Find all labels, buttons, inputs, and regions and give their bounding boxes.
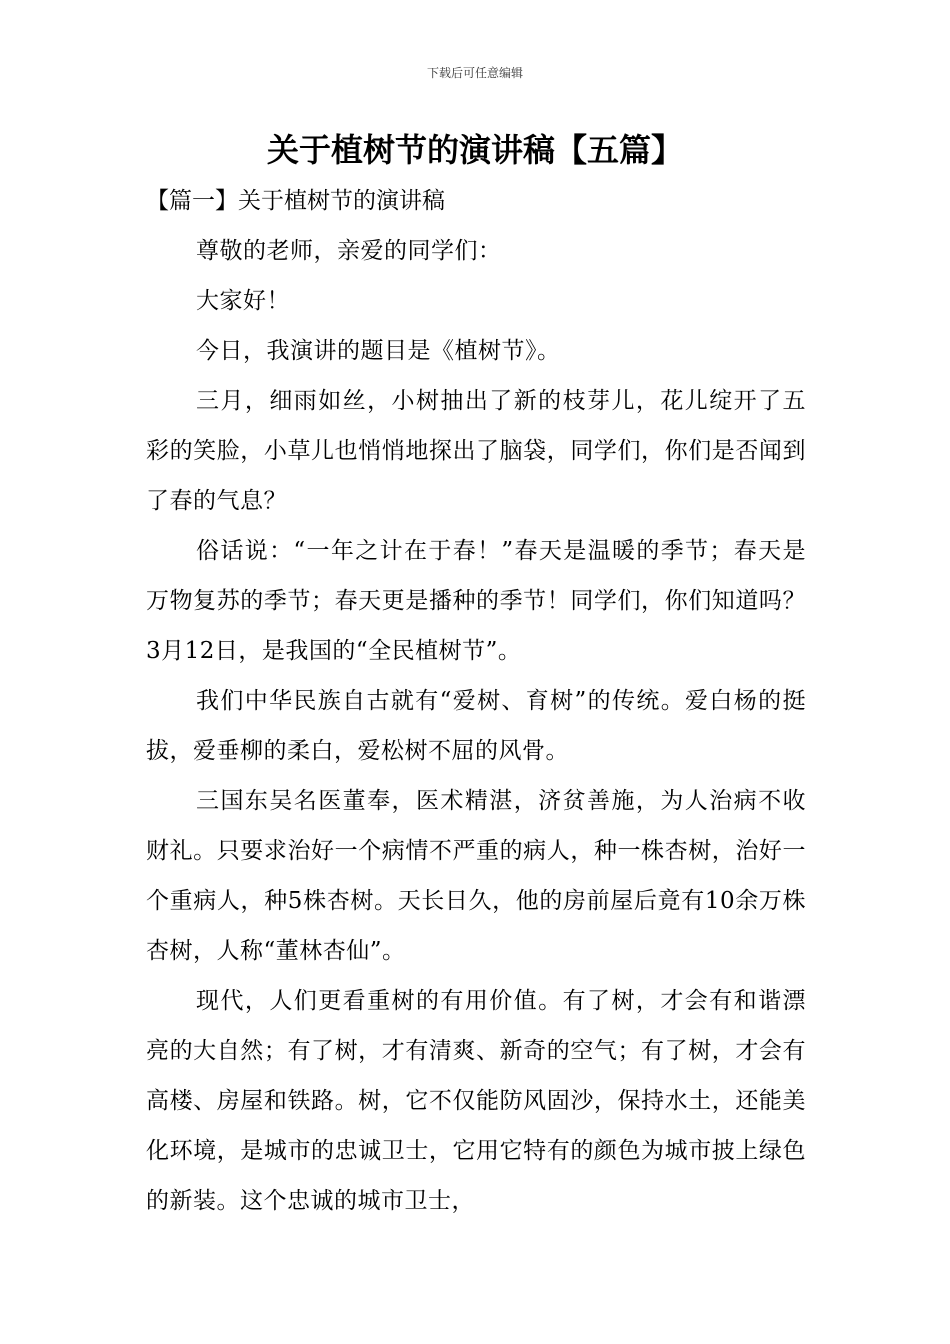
paragraph-greeting: 大家好！ — [196, 288, 290, 314]
section-heading: 【篇一】关于植树节的演讲稿 — [146, 188, 445, 214]
paragraph-proverb: 俗话说：“一年之计在于春！”春天是温暖的季节；春天是万物复苏的季节；春天更是播种的季节！同学们，你们知道吗？3月12日，是我国的“全民植树节”。 — [146, 538, 806, 664]
paragraph-march: 三月，细雨如丝，小树抽出了新的枝芽儿，花儿绽开了五彩的笑脸，小草儿也悄悄地探出了脑袋，同学们，你们是否闻到了春的气息？ — [146, 388, 806, 514]
paragraph-tradition: 我们中华民族自古就有“爱树、育树”的传统。爱白杨的挺拔，爱垂柳的柔白，爱松树不屈的风骨。 — [146, 688, 806, 764]
document-title: 关于植树节的演讲稿【五篇】 — [266, 131, 683, 169]
paragraph-salutation: 尊敬的老师，亲爱的同学们： — [196, 238, 502, 264]
document-body — [146, 176, 806, 1226]
header-note: 下载后可任意编辑 — [426, 66, 523, 80]
paragraph-topic: 今日，我演讲的题目是《植树节》。 — [196, 338, 561, 364]
paragraph-modern: 现代，人们更看重树的有用价值。有了树，才会有和谐漂亮的大自然；有了树，才有清爽、新奇的空气；有了树，才会有高楼、房屋和铁路。树，它不仅能防风固沙，保持水土，还能美化环境，是城市的忠诚卫士，它用它特有的颜色为城市披上绿色的新装。这个忠诚的城市卫士， — [146, 988, 806, 1214]
paragraph-dongfeng: 三国东吴名医董奉，医术精湛，济贫善施，为人治病不收财礼。只要求治好一个病情不严重的病人，种一株杏树，治好一个重病人，种5株杏树。天长日久，他的房前屋后竟有10余万株杏树，人称“董林杏仙”。 — [146, 788, 806, 964]
